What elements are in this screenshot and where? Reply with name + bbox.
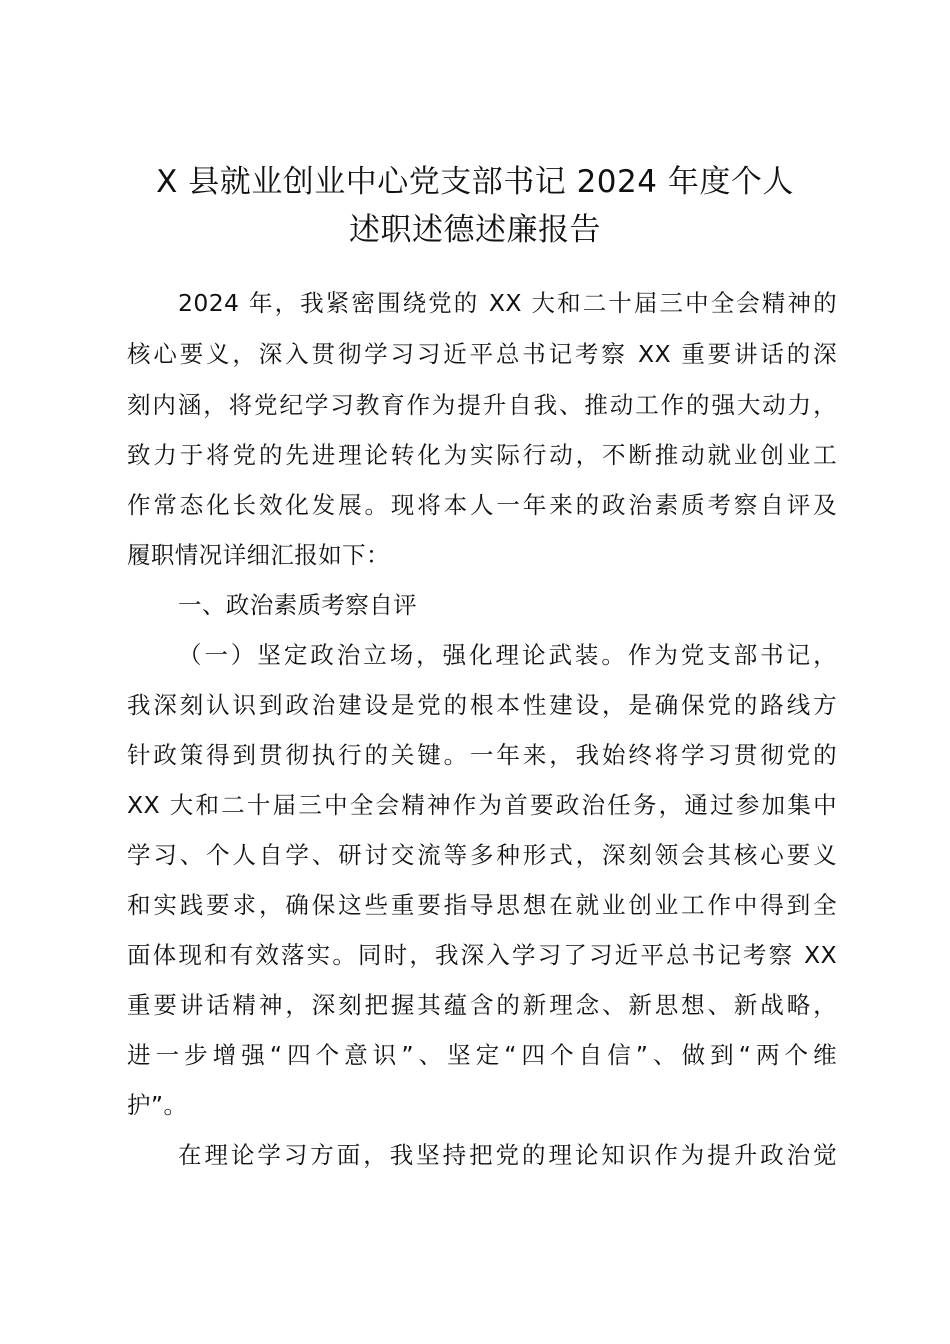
subsection-heading-line: （一）坚定政治立场，强化理论武装。作为党支部书记， (178, 641, 837, 669)
body-text-line: 履职情况详细汇报如下： (127, 541, 390, 569)
body-text-line: 面体现和有效落实。同时，我深入学习了习近平总书记考察 XX (127, 941, 837, 969)
document-title (100, 158, 850, 254)
title-line-1: X 县就业创业中心党支部书记 2024 年度个人 (156, 164, 794, 200)
body-text-line: 在理论学习方面，我坚持把党的理论知识作为提升政治觉 (178, 1141, 837, 1169)
body-text-line: 作常态化长效化发展。现将本人一年来的政治素质考察自评及 (127, 491, 837, 519)
body-text-line: 刻内涵，将党纪学习教育作为提升自我、推动工作的强大动力， (127, 391, 837, 419)
body-text-line: XX 大和二十届三中全会精神作为首要政治任务，通过参加集中 (127, 791, 837, 819)
body-text-line: 重要讲话精神，深刻把握其蕴含的新理念、新思想、新战略， (127, 991, 837, 1019)
body-text-line: 针政策得到贯彻执行的关键。一年来，我始终将学习贯彻党的 (127, 741, 837, 769)
title-line-2: 述职述德述廉报告 (349, 212, 601, 248)
body-text-line: 我深刻认识到政治建设是党的根本性建设，是确保党的路线方 (127, 691, 837, 719)
body-text-line: 学习、个人自学、研讨交流等多种形式，深刻领会其核心要义 (127, 841, 837, 869)
body-text-line: 进一步增强“四个意识”、坚定“四个自信”、做到“两个维 (127, 1041, 837, 1069)
body-text-line: 和实践要求，确保这些重要指导思想在就业创业工作中得到全 (127, 891, 837, 919)
section-heading: 一、政治素质考察自评 (178, 591, 417, 619)
body-text-line: 核心要义，深入贯彻学习习近平总书记考察 XX 重要讲话的深 (127, 340, 837, 368)
body-text-line: 致力于将党的先进理论转化为实际行动，不断推动就业创业工 (127, 441, 837, 469)
body-text-line: 2024 年，我紧密围绕党的 XX 大和二十届三中全会精神的 (178, 289, 837, 317)
body-text-line: 护”。 (127, 1091, 188, 1119)
